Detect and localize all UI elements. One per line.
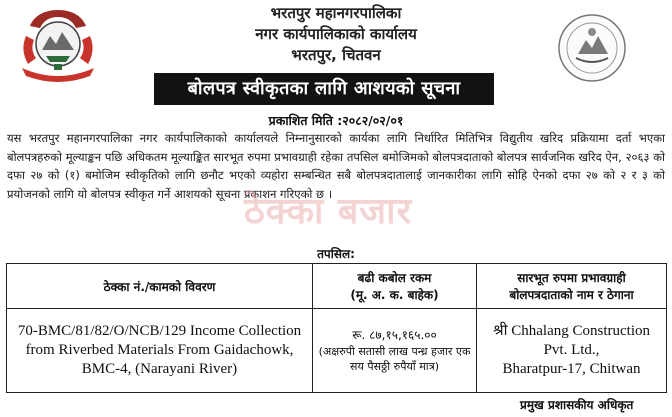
notice-body: यस भरतपुर महानगरपालिका नगर कार्यपालिकाको कार्यालयले निम्नानुसारको कार्यका लागि निर्धारित मितिभित्र विद्युतीय खरिद प्रक्रियामा दर्ता भएका बोलपत्रहरुको मूल्याङ्कन पछि अधिकतम मूल्याङ्कित सारभूत रुपमा प्रभावग्राही रहेका तपसिल बमोजिमको बोलपत्रदाताको बोलपत्र सार्वजनिक खरिद ऐन, २०६३ को दफा २७ को (१) बमोजिम स्वीकृतिको लागि छनौट भएको व्यहोरा सम्बन्धित सबै बोलपत्रदातालाई जानकारीका लागि सोहि ऐनको दफा २७ को २ र ३ को प्रयोजनको लागि यो बोलपत्र स्वीकृत गर्ने आशयको सूचना प्रकाशन गरिएको छ । <box>7 131 665 201</box>
header-bidder-line2: बोलपत्रदाताको नाम र ठेगाना <box>509 288 634 302</box>
amount-figure: रू. ८७,१५,१६५.०० <box>352 327 437 342</box>
notice-title-banner: बोलपत्र स्वीकृतका लागि आशयको सूचना <box>154 73 494 105</box>
header-office-name: नगर कार्यपालिकाको कार्यालय <box>255 25 417 43</box>
amount-in-words: (अक्षरुपी सतासी लाख पन्ध्र हजार एक सय पैसठ्ठी रुपैयाँ मात्र) <box>318 344 471 373</box>
watermark: ठेक्का बजार <box>243 191 413 232</box>
header-amount-line2: (मू. अ. क. बाहेक) <box>350 288 439 302</box>
header-bidder <box>477 264 667 309</box>
schedule-heading: तपसिल: <box>317 247 355 261</box>
header-amount-line1: बढी कबोल रकम <box>357 271 432 285</box>
signatory-title: प्रमुख प्रशासकीय अधिकृत <box>520 398 634 412</box>
amount-cell <box>313 309 477 393</box>
work-description: 70-BMC/81/82/O/NCB/129 Income Collection from Riverbed Materials From Gaidachowk, BMC-4, (Narayani River) <box>7 309 313 393</box>
header-org-name: भरतपुर महानगरपालिका <box>270 4 402 22</box>
published-date: प्रकाशित मिति :२०८२/०२/०१ <box>268 113 404 128</box>
header-bidder-line1: सारभूत रुपमा प्रभावग्राही <box>517 271 626 285</box>
bidder-name: श्री Chhalang Construction Pvt. Ltd., <box>493 323 650 358</box>
header-amount <box>313 264 477 309</box>
header-work: ठेक्का नं./कामको विवरण <box>7 264 313 309</box>
table-header-row <box>7 264 667 309</box>
bidder-address: Bharatpur-17, Chitwan <box>502 361 641 377</box>
header-location: भरतपुर, चितवन <box>291 46 381 64</box>
contract-table <box>6 263 667 393</box>
bidder-cell <box>477 309 667 393</box>
table-row <box>7 309 667 393</box>
